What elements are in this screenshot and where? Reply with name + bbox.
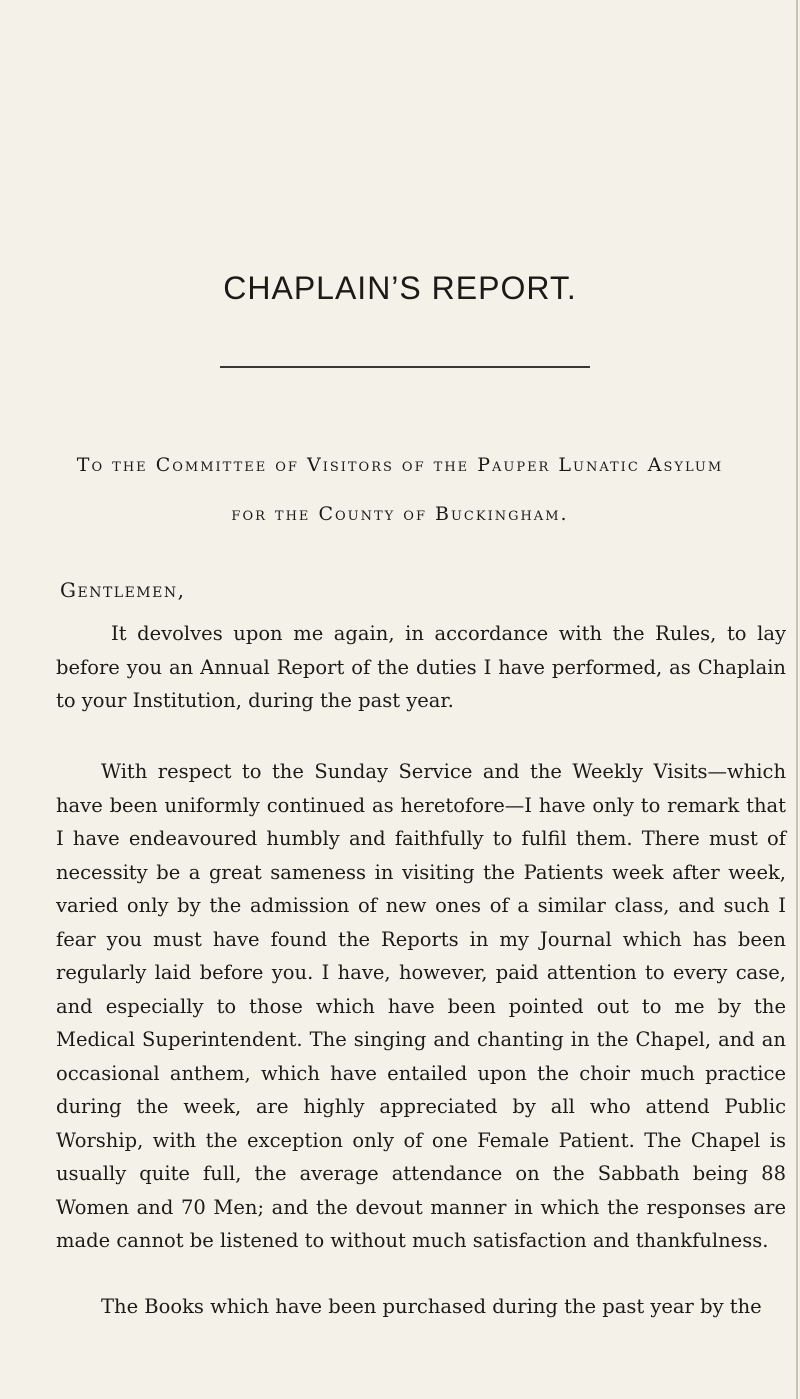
page-title: CHAPLAIN’S REPORT.: [223, 270, 577, 306]
salutation: Gentlemen,: [60, 578, 186, 602]
address-line-1: To the Committee of Visitors of the Pauper Lunatic Asylum: [76, 454, 724, 476]
paragraph-2: With respect to the Sunday Service and the Weekly Visits—which have been uniformly continued as heretofore—I have only to remark that I have endeavoured humbly and faithfully to fulfil them. There must of necessity be a great sameness in visiting the Patients week after week, varied only by the admission of new ones of a similar class, and such I fear you must have found the Reports in my Journal which has been regularly laid before you. I have, however, paid attention to every case, and especially to those which have been pointed out to me by the Medical Superintendent. The singing and chanting in the Chapel, and an occasional anthem, which have entailed upon the choir much practice during the week, are highly appreciated by all who attend Public Worship, with the exception only of one Female Patient. The Chapel is usually quite full, the average attendance on the Sabbath being 88 Women and 70 Men; and the devout manner in which the responses are made cannot be listened to without much satisfaction and thankfulness.: [56, 760, 786, 1252]
paragraph-3: The Books which have been purchased during the past year by the: [101, 1295, 762, 1318]
page-edge: [796, 0, 798, 1399]
title-divider: [220, 366, 590, 368]
paragraph-1: It devolves upon me again, in accordance with the Rules, to lay before you an Annual Report of the duties I have performed, as Chaplain to your Institution, during the past year.: [56, 622, 786, 712]
address-line-2: for the County of Buckingham.: [231, 503, 569, 525]
